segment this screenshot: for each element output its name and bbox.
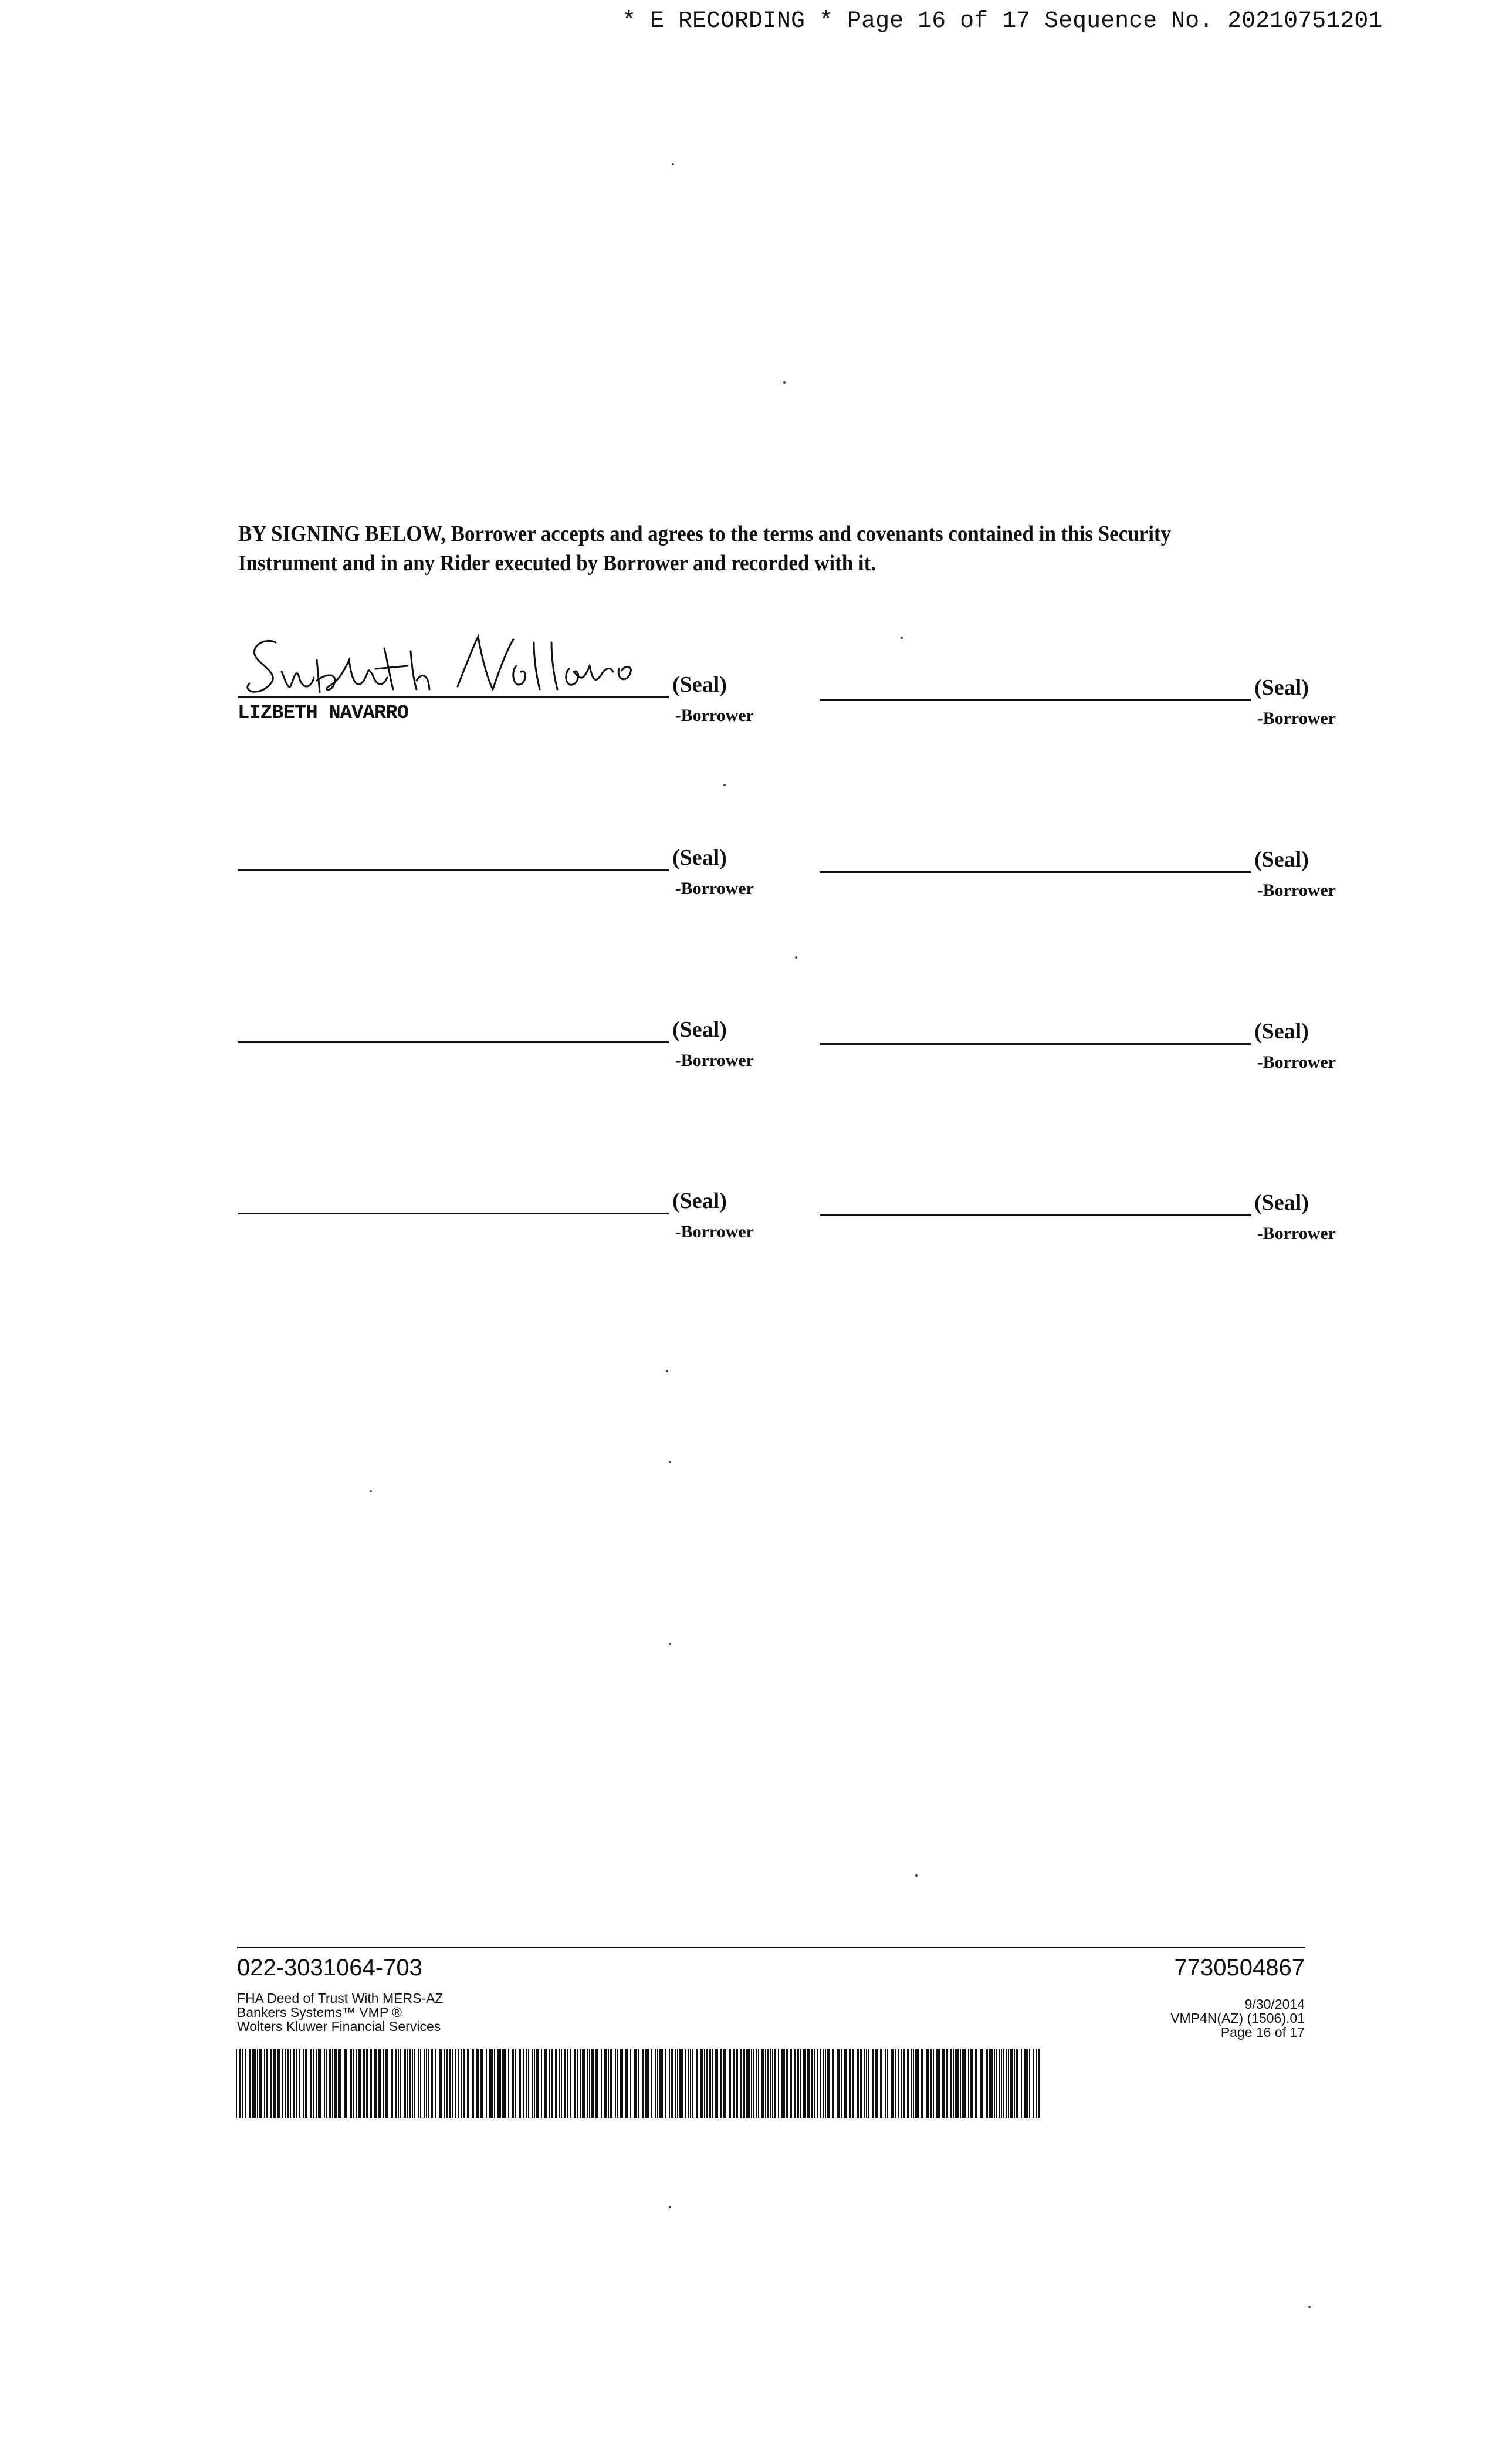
barcode-bar [915,2049,919,2118]
barcode-bar [310,2049,312,2118]
barcode-bar [960,2049,961,2118]
barcode-bar [508,2049,509,2118]
barcode-bar [564,2049,566,2118]
signing-statement [238,519,1220,578]
barcode-bar [446,2049,448,2118]
barcode-bar [617,2049,618,2118]
barcode-bar [645,2049,649,2118]
barcode-bar [363,2049,365,2118]
barcode-bar [811,2049,813,2118]
barcode-bar [753,2049,754,2118]
barcode-bar [282,2049,283,2118]
barcode-bar [930,2049,932,2118]
barcode-bar [936,2049,940,2118]
barcode-bar [536,2049,539,2118]
barcode-bar [266,2049,268,2118]
barcode-bar [655,2049,656,2118]
barcode-bar [395,2049,397,2118]
barcode-bar [476,2049,479,2118]
barcode-bar [709,2049,711,2118]
barcode-bar [907,2049,909,2118]
barcode-bar [519,2049,521,2118]
signature-line [820,871,1251,873]
barcode-bar [541,2049,542,2118]
barcode-bar [420,2049,421,2118]
barcode-bar [807,2049,810,2118]
barcode-bar [428,2049,429,2118]
barcode-bar [740,2049,742,2118]
signing-statement-line-2: Instrument and in any Rider executed by Borrower and recorded with it. [238,551,876,576]
barcode-bar [293,2049,295,2118]
barcode-bar [239,2049,241,2118]
barcode-bar [595,2049,598,2118]
barcode-bar [544,2049,547,2118]
barcode-bar [857,2049,859,2118]
barcode-bar [712,2049,713,2118]
barcode-bar [797,2049,799,2118]
barcode-bar [350,2049,352,2118]
barcode-bar [582,2049,585,2118]
barcode-bar [898,2049,899,2118]
barcode-bar [1024,2049,1028,2118]
barcode-bar [778,2049,779,2118]
barcode-bar [911,2049,912,2118]
barcode-bar [733,2049,735,2118]
barcode-bar [803,2049,806,2118]
barcode-bar [926,2049,929,2118]
scan-speck [795,956,797,959]
barcode-bar [729,2049,731,2118]
borrower-label: -Borrower [675,706,754,725]
barcode-bar [236,2049,237,2118]
barcode-bar [324,2049,325,2118]
seal-label: (Seal) [1254,847,1309,872]
barcode-bar [418,2049,419,2118]
barcode-bar [577,2049,578,2118]
barcode-bar [313,2049,314,2118]
signature-line [820,699,1251,701]
barcode-bar [955,2049,959,2118]
barcode-bar [679,2049,683,2118]
barcode-bar [467,2049,469,2118]
barcode-bar [1033,2049,1034,2118]
barcode-bar [489,2049,493,2118]
barcode-bar [690,2049,691,2118]
signature-block-borrower-5 [238,1017,754,1087]
barcode-bar [620,2049,623,2118]
barcode-bar [532,2049,533,2118]
barcode-bar [677,2049,678,2118]
barcode-bar [844,2049,847,2118]
form-meta [1170,1997,1305,2039]
barcode-bar [610,2049,612,2118]
barcode-bar [587,2049,588,2118]
barcode-bar [534,2049,535,2118]
barcode-bar [332,2049,333,2118]
barcode-bar [383,2049,384,2118]
barcode-bar [400,2049,401,2118]
signature-block-borrower-7 [238,1188,754,1258]
barcode-bar [412,2049,413,2118]
borrower-label: -Borrower [675,1051,754,1070]
seal-label: (Seal) [1254,1019,1309,1044]
barcode-bar [880,2049,882,2118]
signature-block-borrower-3 [238,845,754,915]
seal-label: (Seal) [1254,1190,1309,1215]
barcode-bar [455,2049,456,2118]
barcode-bar [823,2049,824,2118]
barcode-bar [285,2049,286,2118]
barcode-bar [326,2049,327,2118]
barcode-bar [404,2049,406,2118]
barcode-bar [1014,2049,1015,2118]
barcode-bar [671,2049,673,2118]
barcode-bar [512,2049,514,2118]
barcode-bar [630,2049,631,2118]
barcode-bar [370,2049,372,2118]
barcode-bar [887,2049,888,2118]
barcode-bar [800,2049,801,2118]
barcode-bar [864,2049,865,2118]
seal-label: (Seal) [672,672,727,697]
barcode-bar [329,2049,331,2118]
loan-number: 022-3031064-703 [237,1955,422,1981]
barcode-bar [580,2049,581,2118]
signature-line [820,1214,1251,1216]
barcode-bar [962,2049,966,2118]
barcode-bar [1003,2049,1004,2118]
barcode-bar [414,2049,415,2118]
barcode-bar [875,2049,878,2118]
barcode-bar [1038,2049,1040,2118]
barcode-bar [344,2049,347,2118]
barcode-bar [424,2049,425,2118]
barcode-bar [651,2049,652,2118]
barcode-bar [259,2049,262,2118]
scan-speck [669,1643,671,1645]
barcode-bar [820,2049,821,2118]
barcode-bar [398,2049,399,2118]
borrower-label: -Borrower [675,1222,754,1241]
barcode-bar [814,2049,815,2118]
borrower-handwritten-signature [241,625,651,707]
barcode-bar [439,2049,442,2118]
barcode-bar [659,2049,663,2118]
barcode-bar [515,2049,516,2118]
barcode-bar [378,2049,381,2118]
barcode-bar [790,2049,792,2118]
borrower-label: -Borrower [1257,1224,1336,1243]
barcode-bar [615,2049,616,2118]
barcode-bar [559,2049,560,2118]
barcode-bar [523,2049,524,2118]
barcode-bar [391,2049,393,2118]
recording-header: * E RECORDING * Page 16 of 17 Sequence No. 20210751201 [622,8,1383,35]
barcode-bar [634,2049,637,2118]
barcode-bar [989,2049,993,2118]
barcode-bar [426,2049,427,2118]
barcode-bar [774,2049,776,2118]
barcode-bar [338,2049,341,2118]
seal-label: (Seal) [1254,675,1309,700]
scan-speck [370,1490,372,1492]
signature-block-borrower-2 [820,675,1336,745]
barcode-bar [431,2049,433,2118]
barcode-bar [786,2049,788,2118]
barcode-bar [996,2049,997,2118]
barcode-bar [555,2049,557,2118]
barcode-bar [756,2049,757,2118]
barcode-bar [435,2049,436,2118]
barcode-bar [913,2049,914,2118]
barcode-bar [334,2049,337,2118]
reference-number: 7730504867 [1174,1955,1305,1981]
scan-speck [723,784,726,786]
barcode-bar [933,2049,934,2118]
barcode-bar [502,2049,506,2118]
barcode-bar [444,2049,445,2118]
barcode-bar [1001,2049,1002,2118]
barcode-bar [794,2049,796,2118]
barcode-bar [638,2049,639,2118]
barcode-bar [257,2049,258,2118]
barcode-bar [772,2049,773,2118]
barcode-bar [758,2049,759,2118]
barcode-bar [841,2049,842,2118]
barcode-bar [715,2049,718,2118]
barcode-bar [299,2049,300,2118]
seal-label: (Seal) [672,1017,727,1042]
barcode-bar [665,2049,666,2118]
signature-line [238,1213,669,1214]
barcode-bar [885,2049,886,2118]
barcode-bar [277,2049,280,2118]
signature-line [820,1043,1251,1045]
borrower-label: -Borrower [1257,1052,1336,1072]
scan-speck [666,1370,668,1372]
borrower-label: -Borrower [1257,709,1336,728]
barcode-bar [950,2049,952,2118]
barcode-bar [704,2049,705,2118]
document-barcode [236,2049,1043,2118]
barcode-bar [591,2049,594,2118]
footer-rule [237,1947,1305,1948]
barcode-bar [245,2049,246,2118]
barcode-bar [942,2049,945,2118]
borrower-label: -Borrower [675,879,754,898]
barcode-bar [1021,2049,1022,2118]
barcode-bar [458,2049,459,2118]
barcode-bar [480,2049,483,2118]
borrower-label: -Borrower [1257,881,1336,900]
barcode-bar [999,2049,1000,2118]
barcode-bar [743,2049,745,2118]
barcode-bar [852,2049,854,2118]
barcode-bar [287,2049,289,2118]
scan-speck [901,637,903,639]
barcode-bar [486,2049,487,2118]
barcode-bar [868,2049,869,2118]
barcode-bar [986,2049,988,2118]
barcode-bar [296,2049,297,2118]
signature-block-borrower-1 [238,672,754,742]
barcode-bar [409,2049,411,2118]
barcode-bar [601,2049,602,2118]
barcode-bar [770,2049,771,2118]
barcode-bar [994,2049,995,2118]
barcode-bar [290,2049,291,2118]
barcode-bar [675,2049,676,2118]
barcode-bar [356,2049,357,2118]
barcode-bar [975,2049,977,2118]
barcode-bar [549,2049,550,2118]
barcode-bar [494,2049,495,2118]
bankers-systems-label: Bankers Systems™ VMP ® [237,2005,402,2020]
signature-block-borrower-4 [820,847,1336,917]
barcode-bar [273,2049,276,2118]
barcode-bar [1008,2049,1009,2118]
barcode-bar [866,2049,867,2118]
barcode-bar [318,2049,321,2118]
barcode-bar [589,2049,590,2118]
barcode-bar [1006,2049,1007,2118]
barcode-bar [463,2049,465,2118]
barcode-bar [706,2049,708,2118]
barcode-bar [700,2049,703,2118]
barcode-bar [1036,2049,1037,2118]
signature-block-borrower-8 [820,1190,1336,1260]
barcode-bar [551,2049,553,2118]
barcode-bar [358,2049,361,2118]
barcode-bar [528,2049,529,2118]
signature-line [238,696,669,698]
form-title: FHA Deed of Trust With MERS-AZ [237,1991,444,2006]
barcode-bar [736,2049,738,2118]
barcode-bar [849,2049,851,2118]
barcode-bar [608,2049,609,2118]
seal-label: (Seal) [672,845,727,870]
publisher-label: Wolters Kluwer Financial Services [237,2019,441,2034]
barcode-bar [574,2049,576,2118]
barcode-bar [353,2049,354,2118]
barcode-bar [946,2049,948,2118]
barcode-bar [497,2049,501,2118]
form-code: VMP4N(AZ) (1506).01 [1170,2011,1305,2026]
barcode-bar [252,2049,256,2118]
barcode-bar [688,2049,689,2118]
signature-line [238,869,669,871]
barcode-bar [968,2049,969,2118]
barcode-bar [449,2049,451,2118]
barcode-bar [825,2049,826,2118]
barcode-bar [366,2049,368,2118]
barcode-bar [305,2049,307,2118]
barcode-bar [625,2049,628,2118]
barcode-bar [374,2049,377,2118]
signing-statement-line-1: BY SIGNING BELOW, Borrower accepts and agrees to the terms and covenants contained in this Security [238,522,1172,546]
barcode-bar [860,2049,862,2118]
signature-line [238,1041,669,1043]
barcode-bar [767,2049,769,2118]
barcode-bar [723,2049,726,2118]
barcode-bar [1016,2049,1018,2118]
barcode-bar [242,2049,243,2118]
barcode-bar [604,2049,607,2118]
barcode-bar [751,2049,752,2118]
barcode-bar [526,2049,527,2118]
scan-speck [915,1874,918,1877]
barcode-bar [692,2049,693,2118]
barcode-bar [657,2049,658,2118]
scan-speck [1308,2306,1311,2308]
barcode-bar [1029,2049,1030,2118]
scan-speck [672,163,674,165]
barcode-bar [901,2049,902,2118]
barcode-bar [761,2049,764,2118]
scan-speck [669,1461,671,1463]
scan-speck [783,381,786,384]
barcode-bar [561,2049,562,2118]
barcode-bar [570,2049,571,2118]
barcode-bar [980,2049,983,2118]
barcode-bar [953,2049,954,2118]
barcode-bar [270,2049,272,2118]
barcode-bar [264,2049,265,2118]
barcode-bar [827,2049,830,2118]
barcode-bar [642,2049,644,2118]
barcode-bar [720,2049,722,2118]
barcode-bar [472,2049,474,2118]
barcode-bar [303,2049,304,2118]
barcode-bar [385,2049,388,2118]
barcode-bar [746,2049,750,2118]
barcode-bar [970,2049,973,2118]
form-date: 9/30/2014 [1244,1996,1305,2012]
barcode-bar [765,2049,766,2118]
barcode-bar [407,2049,408,2118]
barcode-bar [903,2049,905,2118]
barcode-bar [895,2049,896,2118]
barcode-bar [832,2049,834,2118]
barcode-bar [452,2049,453,2118]
seal-label: (Seal) [672,1189,727,1213]
barcode-bar [461,2049,462,2118]
barcode-bar [685,2049,686,2118]
form-info [237,1991,443,2033]
barcode-bar [872,2049,874,2118]
barcode-bar [1010,2049,1013,2118]
barcode-bar [921,2049,923,2118]
barcode-bar [696,2049,698,2118]
borrower-name: LIZBETH NAVARRO [238,702,409,725]
form-page-number: Page 16 of 17 [1220,2025,1305,2040]
barcode-bar [316,2049,317,2118]
barcode-bar [817,2049,818,2118]
barcode-bar [781,2049,785,2118]
barcode-bar [567,2049,568,2118]
scan-speck [669,2206,671,2208]
barcode-bar [837,2049,840,2118]
barcode-bar [891,2049,894,2118]
barcode-bar [249,2049,251,2118]
signature-block-borrower-6 [820,1018,1336,1089]
barcode-bar [669,2049,670,2118]
